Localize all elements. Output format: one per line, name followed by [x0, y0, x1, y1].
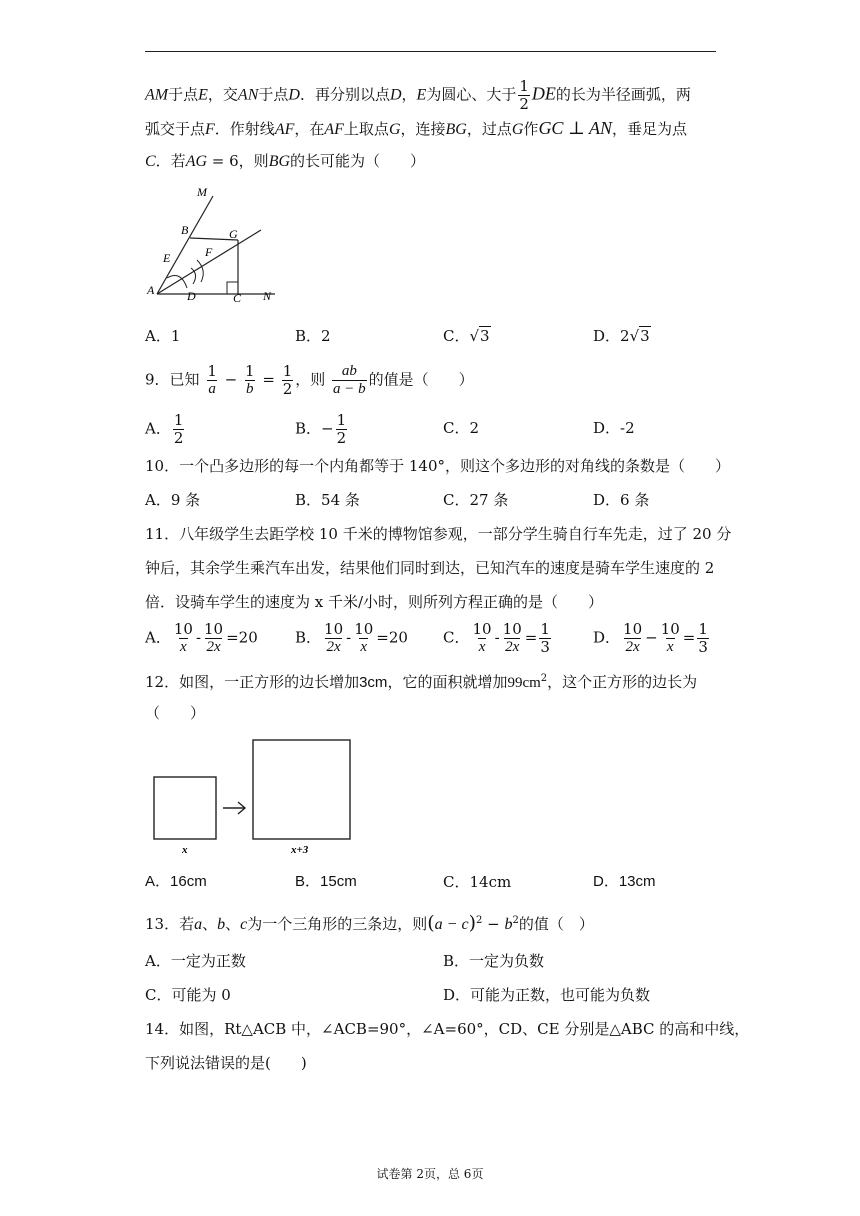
q10-option-d[interactable]: D．6 条	[593, 491, 650, 509]
q9-option-a[interactable]: A． $\frac{1}{2}$	[145, 411, 184, 447]
q11-line-2: 钟后，其余学生乘汽车出发，结果他们同时到达，已知汽车的速度是骑车学生速度的 2	[145, 559, 715, 577]
label-N: N	[263, 289, 272, 303]
q14-line-1: 14．如图，Rt△ACB 中，∠ACB=90°，∠A=60°，CD、CE 分别是△ABC 的高和中线，	[145, 1020, 750, 1038]
q8-option-a[interactable]: A．1	[145, 327, 181, 345]
q13-option-d[interactable]: D．可能为正数，也可能为负数	[443, 986, 651, 1004]
q9-question: 9．已知 $\frac{1}{a}$ − $\frac{1}{b}$ = $\frac{1}{2}$ ，则 $\frac{ab}{a - b}$ 的值是（ ）	[145, 362, 474, 398]
q10-question: 10．一个凸多边形的每一个内角都等于 140°，则这个多边形的对角线的条数是（ ）	[145, 457, 730, 475]
q12-option-c[interactable]: C．14cm	[443, 873, 512, 891]
q13-option-b[interactable]: B．一定为负数	[443, 952, 545, 970]
q12-option-a[interactable]: A．16cm	[145, 873, 207, 890]
label-A: A	[147, 283, 155, 297]
q8-half-fraction: $\frac{1}{2}$	[519, 77, 529, 113]
q13-option-a[interactable]: A．一定为正数	[145, 952, 246, 970]
q8-option-d[interactable]: D．2√3	[593, 327, 650, 345]
q11-option-d[interactable]: D． $\frac{10}{2x}$ − $\frac{10}{x}$ = $\frac{1}{3}$	[593, 620, 708, 656]
q12-line-2: （ ）	[145, 704, 206, 722]
label-G: G	[229, 227, 238, 241]
q11-option-c[interactable]: C． $\frac{10}{x}$ - $\frac{10}{2x}$ = $\frac{1}{3}$	[443, 620, 550, 656]
q8-angle-bisector-figure	[145, 182, 285, 307]
header-rule	[145, 51, 716, 52]
q10-option-a[interactable]: A．9 条	[145, 491, 201, 509]
q11-line-3: 倍．设骑车学生的速度为 x 千米/小时，则所列方程正确的是（ ）	[145, 593, 604, 611]
q11-line-1: 11．八年级学生去距学校 10 千米的博物馆参观，一部分学生骑自行车先走，过了 20 分	[145, 525, 732, 543]
q8-line-2: 弧交于点F．作射线AF，在AF上取点G，连接BG，过点G作GC ⊥ AN，垂足为点	[145, 118, 688, 138]
q8-line-3: C．若AG = 6，则BG的长可能为（ ）	[145, 152, 426, 170]
q8-option-c[interactable]: C．√3	[443, 327, 490, 345]
q10-option-b[interactable]: B．54 条	[295, 491, 360, 509]
q9-option-c[interactable]: C．2	[443, 419, 480, 437]
q9-option-d[interactable]: D．-2	[593, 419, 635, 437]
label-D: D	[187, 289, 196, 303]
q12-line-1: 12．如图，一正方形的边长增加3cm，它的面积就增加$99cm^2$，这个正方形的边长为	[145, 673, 698, 691]
q12-option-d[interactable]: D．13cm	[593, 873, 656, 890]
q13-question: 13．若a、b、c为一个三角形的三条边，则$(a - c)^2 - b^2$的值（ ）	[145, 912, 594, 934]
q13-option-c[interactable]: C．可能为 0	[145, 986, 231, 1004]
label-C: C	[233, 291, 242, 305]
label-F: F	[205, 245, 213, 259]
label-x-plus-3: x+3	[291, 844, 309, 856]
label-B: B	[181, 223, 189, 237]
q8-option-b[interactable]: B．2	[295, 327, 331, 345]
label-M: M	[197, 185, 207, 199]
large-square	[253, 740, 350, 839]
q8-line-1: AM于点E，交AN于点D．再分别以点D，E为圆心、大于 $\frac{1}{2}$ DE的长为半径画弧，两	[145, 77, 691, 113]
q9-option-b[interactable]: B．− $\frac{1}{2}$	[295, 411, 347, 447]
q14-line-2: 下列说法错误的是( )	[145, 1054, 307, 1072]
small-square	[154, 777, 216, 839]
q12-option-b[interactable]: B．15cm	[295, 873, 357, 890]
q10-option-c[interactable]: C．27 条	[443, 491, 509, 509]
q12-squares-figure	[145, 733, 365, 858]
label-E: E	[163, 251, 171, 265]
page-footer: 试卷第 2页，总 6页	[376, 1167, 484, 1181]
q11-option-a[interactable]: A． $\frac{10}{x}$ - $\frac{10}{2x}$ =20	[145, 620, 258, 655]
label-x: x	[182, 844, 188, 856]
q11-option-b[interactable]: B． $\frac{10}{2x}$ - $\frac{10}{x}$ =20	[295, 620, 408, 655]
